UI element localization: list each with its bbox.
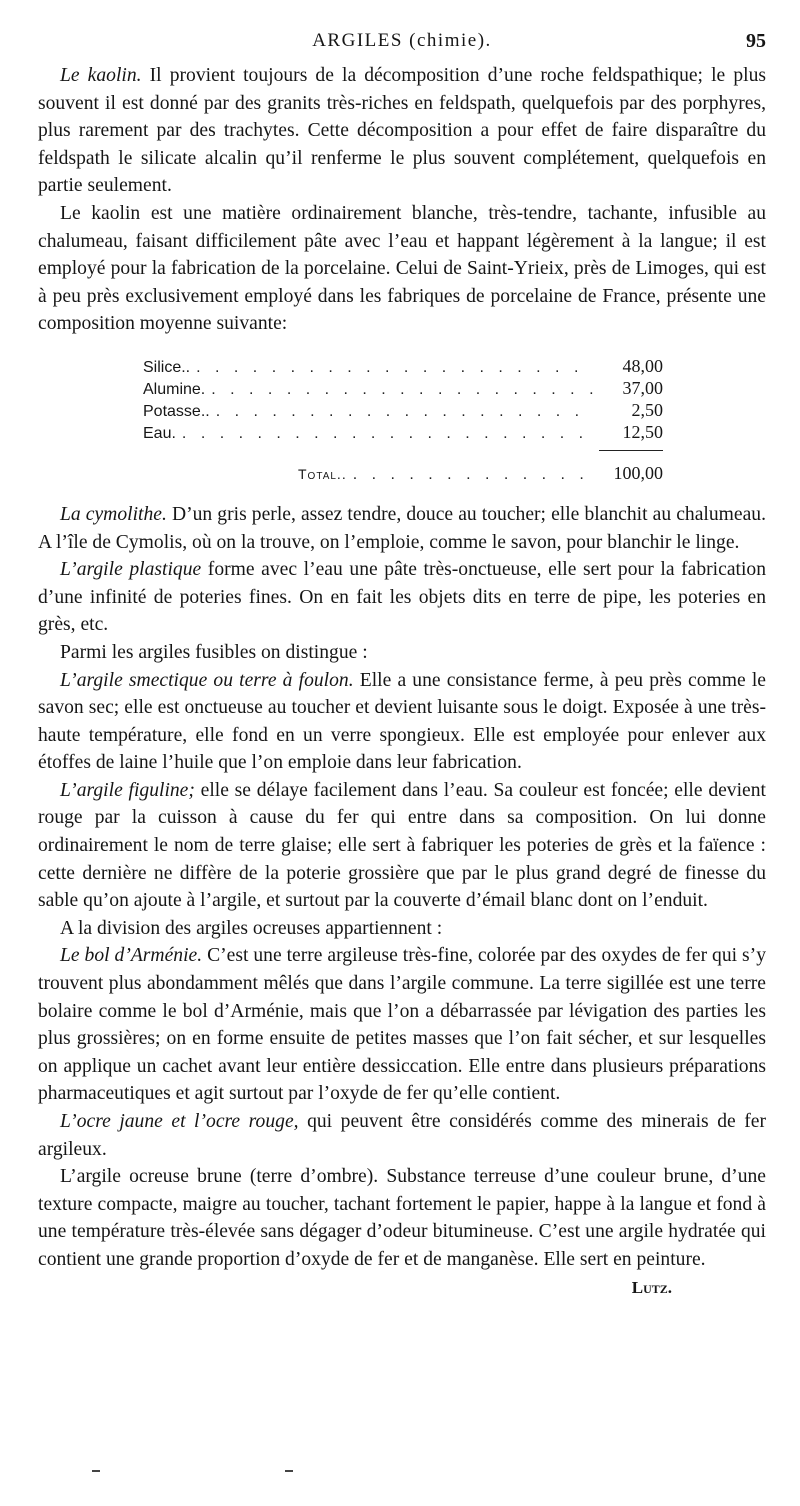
dot-leader bbox=[211, 379, 593, 400]
term-ocres: L’ocre jaune et l’ocre rouge, bbox=[60, 1111, 299, 1132]
dot-leader bbox=[196, 357, 593, 378]
paragraph-ocres bbox=[38, 1108, 766, 1163]
paragraph-bol-armenie bbox=[38, 942, 766, 1108]
footer-mark bbox=[285, 1470, 293, 1472]
row-label: Silice.. bbox=[143, 358, 191, 376]
term-cymolithe: La cymolithe. bbox=[60, 503, 167, 525]
dot-leader bbox=[353, 464, 593, 485]
term-argile-figuline: L’argile figuline; bbox=[60, 779, 195, 801]
table-total-row bbox=[143, 463, 663, 485]
paragraph-text: Parmi les argiles fusibles on distingue : bbox=[60, 641, 368, 663]
row-value: 48,00 bbox=[622, 355, 663, 376]
total-label: Total.. bbox=[298, 465, 347, 482]
row-value: 37,00 bbox=[622, 377, 663, 398]
paragraph-argile-figuline bbox=[38, 777, 766, 915]
paragraph-text: Elle a une consistance ferme, à peu près comme le savon sec; elle est onctueuse au toucher et devient luisante sous le doigt. Exposée à une très-haute température, elle fond en un verre spongieux. Elle est employée pour enlever aux étoffes de laine l’huile que l’on emploie dans leur fabrication. bbox=[38, 669, 766, 774]
page-number: 95 bbox=[746, 30, 766, 52]
paragraph-argile-smectique bbox=[38, 667, 766, 777]
paragraph-text: L’argile ocreuse brune (terre d’ombre). Substance terreuse d’une couleur brune, d’une texture compacte, maigre au toucher, tachant fortement le papier, happe à la langue et fond à une température très-élevée sans dégager d’odeur bitumineuse. C’est une argile hydratée qui contient une grande proportion d’oxyde de fer et de manganèse. Elle sert en peinture. bbox=[38, 1166, 766, 1270]
dot-leader bbox=[182, 423, 593, 444]
paragraph-kaolin bbox=[38, 62, 766, 200]
row-label: Potasse.. bbox=[143, 402, 210, 420]
paragraph-cymolithe bbox=[38, 501, 766, 556]
table-row bbox=[143, 400, 663, 422]
running-title: ARGILES (chimie). bbox=[312, 30, 492, 51]
paragraph-argile-ocreuse-brune bbox=[38, 1163, 766, 1273]
article-body bbox=[38, 62, 766, 1301]
row-label: Eau. bbox=[143, 424, 176, 442]
paragraph-text: elle se délaye facilement dans l’eau. Sa couleur est foncée; elle devient rouge par la cuisson à cause du fer qui entre dans sa composition. On lui donne ordinairement le nom de terre glaise; elle sert à fabriquer les poteries de grès et la faïence : cette dernière ne diffère de la poterie grossière que par le plus grand degré de finesse du sable qu’on ajoute à l’argile, et surtout par la couverte d’émail blanc dont on l’enduit. bbox=[38, 779, 766, 912]
spacer bbox=[38, 485, 766, 501]
term-argile-smectique: L’argile smectique ou terre à foulon. bbox=[60, 669, 354, 691]
paragraph-argiles-fusibles bbox=[38, 639, 766, 667]
row-value: 12,50 bbox=[622, 421, 663, 442]
page-header bbox=[38, 30, 766, 58]
paragraph-text: A la division des argiles ocreuses appartiennent : bbox=[60, 917, 443, 939]
table-row bbox=[143, 356, 663, 378]
paragraph-kaolin-properties bbox=[38, 200, 766, 338]
paragraph-text: qui peuvent être considérés comme des minerais de fer argileux. bbox=[38, 1111, 766, 1160]
paragraph-text: D’un gris perle, assez tendre, douce au toucher; elle blanchit au chalumeau. A l’île de Cymolis, où on la trouve, on l’emploie, comme le savon, pour blanchir le linge. bbox=[38, 503, 766, 553]
composition-table bbox=[143, 356, 663, 485]
term-argile-plastique: L’argile plastique bbox=[60, 559, 202, 581]
paragraph-text: Le kaolin est une matière ordinairement blanche, très-tendre, tachante, infusible au chalumeau, faisant difficilement pâte avec l’eau et happant légèrement à la langue; il est employé pour la fabrication de la porcelaine. Celui de Saint-Yrieix, près de Limoges, qui est à peu près exclusivement employé dans les fabriques de porcelaine de France, présente une composition moyenne suivante: bbox=[38, 202, 766, 335]
term-bol-armenie: Le bol d’Arménie. bbox=[60, 945, 203, 967]
signature-line bbox=[38, 1274, 766, 1302]
footer-mark bbox=[92, 1470, 100, 1472]
term-kaolin: Le kaolin. bbox=[60, 65, 142, 86]
paragraph-text: C’est une terre argileuse très-fine, colorée par des oxydes de fer qui s’y trouvent plus abondamment mêlés que dans l’argile commune. La terre sigillée est une terre bolaire comme le bol d’Arménie, mais que l’on a débarrassée par lévigation des parties les plus grossières; on en forme ensuite de petites masses que l’on fait sécher, et sur lesquelles on applique un cachet avant leur entière dessiccation. Elle entre dans plusieurs préparations pharmaceutiques et agit surtout par l’oxyde de fer qu’elle contient. bbox=[38, 945, 766, 1105]
table-row bbox=[143, 378, 663, 400]
paragraph-argiles-ocreuses bbox=[38, 915, 766, 943]
sum-rule bbox=[599, 450, 663, 451]
total-value: 100,00 bbox=[613, 462, 663, 483]
table-row bbox=[143, 422, 663, 444]
row-value: 2,50 bbox=[631, 399, 663, 420]
paragraph-text: Il provient toujours de la décomposition d’une roche feldspathique; le plus souvent il est donné par des granits très-riches en feldspath, quelquefois par des porphyres, plus rarement par des trachytes. Cette décomposition a pour effet de faire disparaître du feldspath le silicate alcalin qu’il renferme le plus souvent complétement, quelquefois en partie seulement. bbox=[38, 65, 766, 197]
row-label: Alumine. bbox=[143, 380, 206, 398]
paragraph-argile-plastique bbox=[38, 556, 766, 639]
paragraph-text: forme avec l’eau une pâte très-onctueuse, elle sert pour la fabrication d’une infinité de poteries fines. On en fait les objets dits en terre de pipe, les poteries en grès, etc. bbox=[38, 559, 766, 636]
author-signature: Lutz. bbox=[631, 1277, 672, 1297]
dot-leader bbox=[216, 401, 593, 422]
